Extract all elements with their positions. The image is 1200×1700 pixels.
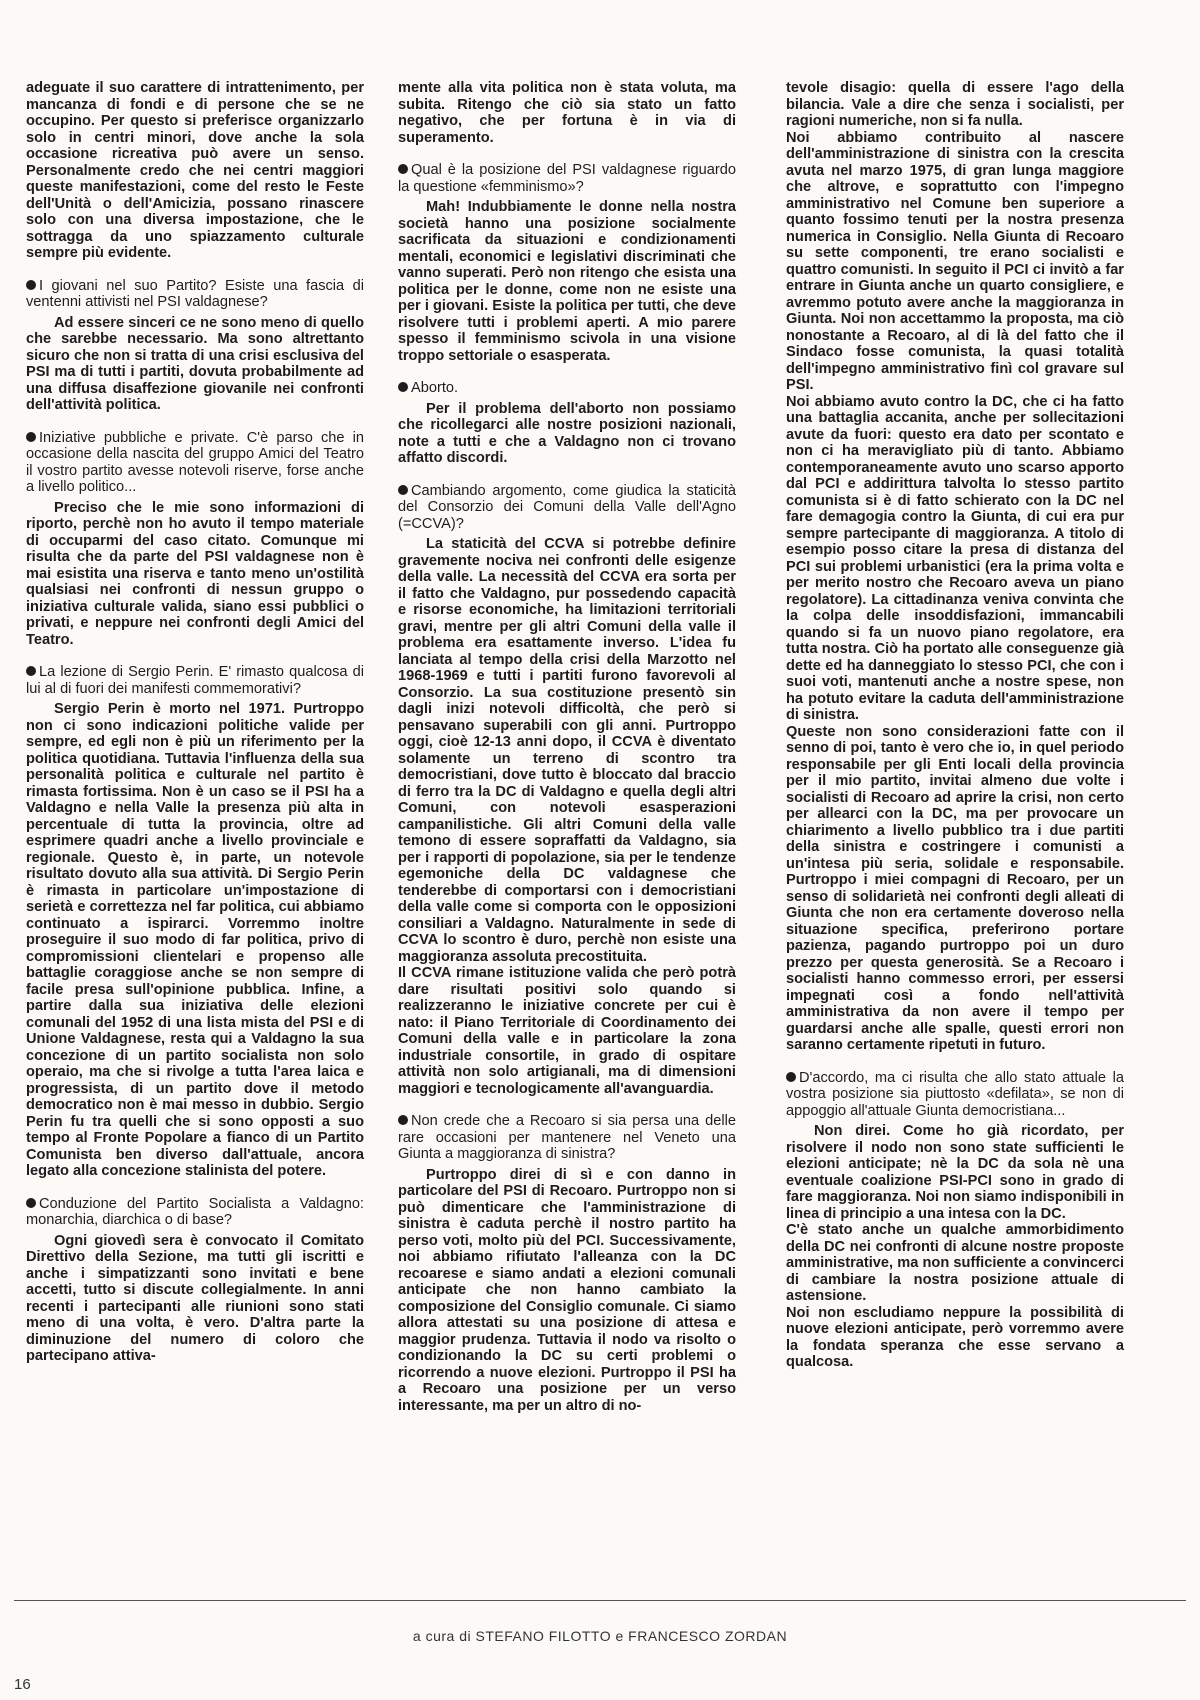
- bullet-icon: [786, 1072, 796, 1082]
- answer-text: Queste non sono considerazioni fatte con il senno di poi, tanto è vero che io, in quel periodo responsabile per gli Enti locali della provincia per il mio partito, invitai almeno due volte i socialisti di Recoaro ad aprire la crisi, non certo per allearci con la DC, ma per provocare un chiarimento a livello pubblico tra i due partiti della sinistra e costringere i comunisti a un'intesa più seria, solidale e responsabile. Purtroppo i miei compagni di Recoaro, per un senso di solidarietà nei confronti degli alleati di Giunta che non era certamente doveroso nella situazione specifica, preferirono portare pazienza, pagando purtroppo poi un duro prezzo per questa generosità. Se a Recoaro i socialisti hanno commesso errori, per essersi impegnati così a fondo nell'attività amministrativa da non avere il tempo per guardarsi anche alle spalle, questi errori non saranno certamente ripetuti in futuro.: [786, 723, 1124, 1053]
- answer: [786, 1123, 1124, 1371]
- answer-text: Purtroppo direi di sì e con danno in particolare del PSI di Recoaro. Purtroppo non si può dimenticare che l'amministrazione di sinistra è caduta perchè il nostro partito ha perso voti, molto più del PCI. Successivamente, noi abbiamo rifiutato l'alleanza con la DC recoarese e siamo andati a elezioni comunali anticipate che non hanno cambiato la composizione del Consiglio comunale. Ci siamo allora attestati su una posizione di attesa e maggior prudenza. Tuttavia il nodo va risolto o condizionando la DC su certi problemi o ricorrendo a nuove elezioni. Purtroppo il PSI ha a Recoaro una posizione per un verso interessante, ma per un altro di no-: [398, 1166, 736, 1414]
- question-text: Conduzione del Partito Socialista a Valdagno: monarchia, diarchica o di base?: [26, 1195, 364, 1228]
- answer-text: Sergio Perin è morto nel 1971. Purtroppo non ci sono indicazioni politiche valide per sempre, ed egli non è più un riferimento per la politica quotidiana. Tuttavia l'influenza della sua personalità politica e culturale nel partito è rimasta fortissima. Non è un caso se il PSI ha a Valdagno e nella Valle la presenza più alta in percentuale di tutta la provincia, oltre ad esprimere quadri anche a livello provinciale e regionale. Questo è, in parte, un notevole risultato dovuto alla sua attività. Di Sergio Perin è rimasta in particolare un'impostazione di serietà e correttezza nel far politica, cui abbiamo continuato a ispirarci. Vorremmo inoltre proseguire il suo modo di far politica, privo di compromissioni clientelari e propenso alle battaglie coraggiose anche se non sempre di facile presa sull'opinione pubblica. Infine, a partire dalla sua iniziativa delle elezioni comunali del 1952 di una lista mista del PSI e di Unione Valdagnese, resta qui a Valdagno la sua concezione di un partito socialista non solo operaio, ma che si rivolge a tutta l'area laica e progressista, di un partito dove il metodo democratico non è mai messo in dubbio. Sergio Perin fu tra quelli che si sono opposti a suo tempo al Fronte Popolare a fianco di un Partito Comunista ben diverso dall'attuale, ancora legato alla concezione stalinista del potere.: [26, 701, 364, 1179]
- bullet-icon: [398, 485, 408, 495]
- column-1: [26, 80, 364, 1365]
- bullet-icon: [398, 164, 408, 174]
- paragraph: [26, 80, 364, 262]
- question: [398, 162, 736, 195]
- question-text: Non crede che a Recoaro si sia persa una delle rare occasioni per mantenere nel Veneto una Giunta a maggioranza di sinistra?: [398, 1113, 736, 1162]
- bullet-icon: [26, 1198, 36, 1208]
- answer: [26, 701, 364, 1180]
- question: [786, 1070, 1124, 1120]
- bullet-icon: [398, 1115, 408, 1125]
- question: [398, 1113, 736, 1163]
- bullet-icon: [398, 382, 408, 392]
- continued-text: tevole disagio: quella di essere l'ago della bilancia. Vale a dire che senza i socialisti, per ragioni numeriche, non si fa nulla.: [786, 80, 1124, 129]
- answer: [26, 500, 364, 649]
- continued-text: mente alla vita politica non è stata voluta, ma subita. Ritengo che ciò sia stato un fatto negativo, che per fortuna è in via di superamento.: [398, 80, 736, 146]
- paragraph: [398, 80, 736, 146]
- question: [26, 664, 364, 697]
- question: [26, 278, 364, 311]
- answer-text: Non direi. Come ho già ricordato, per risolvere il nodo non sono state sufficienti le elezioni anticipate; nè la DC da sola nè una eventuale coalizione PSI-PCI sono in grado di fare maggioranza. Noi non siamo indisponibili in linea di principio a una intesa con la DC.: [786, 1123, 1124, 1222]
- answer-text: Mah! Indubbiamente le donne nella nostra società hanno una posizione socialmente sacrificata da situazioni e condizionamenti mentali, economici e legislativi discriminati che vanno superati. Però non ritengo che esista una politica per le donne, come non ne esiste una per i giovani. Esiste la politica per tutti, che deve risolvere tutti i problemi aperti. A mio parere spesso il femminismo scivola in una visione troppo settoriale o esasperata.: [398, 199, 736, 364]
- bullet-icon: [26, 280, 36, 290]
- page-number: 16: [14, 1676, 31, 1693]
- question-text: La lezione di Sergio Perin. E' rimasto qualcosa di lui al di fuori dei manifesti commemorativi?: [26, 664, 364, 697]
- answer: [26, 1233, 364, 1365]
- question-text: Qual è la posizione del PSI valdagnese riguardo la questione «femminismo»?: [398, 162, 736, 195]
- question: [26, 430, 364, 496]
- answer-text: Ad essere sinceri ce ne sono meno di quello che sarebbe necessario. Ma sono altrettanto sicuro che non si tratta di una crisi esclusiva del PSI ma di tutti i partiti, dovuta probabilmente ad una diffusa disaffezione giovanile nei confronti dell'attività politica.: [26, 314, 364, 413]
- answer: [398, 401, 736, 467]
- answer-text: Noi abbiamo avuto contro la DC, che ci ha fatto una battaglia accanita, anche per sollecitazioni avute da fuori: questo era dato per scontato e non ci ha meravigliato più di tanto. Abbiamo contemporaneamente avuto uno scarso apporto dal PCI e addirittura talvolta lo stesso partito comunista si è di fatto schierato con la DC nel fare demagogia contro la Giunta, di cui era pur sempre partecipante di maggioranza. A titolo di esempio posso citare la presa di distanza del PCI sui problemi urbanistici (era la prima volta e per merito nostro che Recoaro aveva un piano regolatore). La cittadinanza veniva convinta che la colpa delle insoddisfazioni, immancabili quando si fa un nuovo piano regolatore, era tutta nostra. Ciò ha portato alle conseguenze già dette ed ha danneggiato lo stesso PCI, che con i suoi voti, mantenuti anche a nostre spese, non ha potuto evitare la caduta dell'amministrazione di sinistra.: [786, 393, 1124, 723]
- author-credit: a cura di STEFANO FILOTTO e FRANCESCO ZORDAN: [412, 1628, 788, 1644]
- bullet-icon: [26, 666, 36, 676]
- answer-text: La staticità del CCVA si potrebbe definire gravemente nociva nei confronti delle esigenze della valle. La necessità del CCVA era sorta per il fatto che Valdagno, pur possedendo capacità e risorse economiche, ha limitazioni territoriali gravi, mentre per gli altri Comuni della valle il problema era esattamente inverso. L'idea fu lanciata al tempo della crisi della Marzotto nel 1968-1969 e tutti i partiti furono favorevoli al Consorzio. La sua costituzione presentò sin dagli inizi notevoli difficoltà, che però si pensavano superabili con gli anni. Purtroppo oggi, cioè 12-13 anni dopo, il CCVA è diventato solamente un terreno di scontro tra democristiani, dove tutto è bloccato dal braccio di ferro tra la DC di Valdagno e quella degli altri Comuni, con notevoli esasperazioni campanilistiche. Gli altri Comuni della valle temono di essere sopraffatti da Valdagno, sia per i rapporti di popolazione, sia per le tendenze egemoniche della DC valdagnese che tenderebbe di comportarsi con i democristiani della valle come si comporta con le opposizioni consiliari a Valdagno. Naturalmente in sede di CCVA lo scontro è duro, perchè non esiste una maggioranza assoluta precostituita.: [398, 536, 736, 965]
- question-text: Cambiando argomento, come giudica la staticità del Consorzio dei Comuni della Valle dell'Agno (=CCVA)?: [398, 482, 736, 532]
- answer-text: Preciso che le mie sono informazioni di riporto, perchè non ho avuto il tempo materiale di occuparmi del caso citato. Comunque mi risulta che da parte del PSI valdagnese non è mai esistita una riserva e tanto meno un'ostilità qualsiasi nei confronti di nessun gruppo o iniziativa culturale valida, siano essi pubblici o privati, e neppure nei confronti degli Amici del Teatro.: [26, 499, 364, 648]
- question: [26, 1196, 364, 1229]
- answer-text: Noi non escludiamo neppure la possibilità di nuove elezioni anticipate, però vorremmo avere la fondata speranza che esse servano a qualcosa.: [786, 1304, 1124, 1370]
- question-text: Iniziative pubbliche e private. C'è parso che in occasione della nascita del gruppo Amici del Teatro il vostro partito avesse notevoli riserve, forse anche a livello politico...: [26, 429, 364, 495]
- question: [398, 380, 736, 397]
- answer: [398, 536, 736, 1097]
- question-text: D'accordo, ma ci risulta che allo stato attuale la vostra posizione sia piuttosto «defilata», se non di appoggio all'attuale Giunta democristiana...: [786, 1069, 1124, 1119]
- question-text: Aborto.: [411, 380, 459, 396]
- answer-text: Il CCVA rimane istituzione valida che però potrà dare risultati positivi solo quando si realizzeranno le iniziative concrete per cui è nato: il Piano Territoriale di Coordinamento dei Comuni della valle e in particolare la zona industriale consortile, in grado di ospitare attività non solo artigianali, ma di dimensioni maggiori e tecnologicamente all'avanguardia.: [398, 965, 736, 1097]
- answer: [398, 199, 736, 364]
- continued-text: adeguate il suo carattere di intrattenimento, per mancanza di fondi e di persone che se ne occupino. Per questo si preferisce organizzarlo solo in centri minori, dove anche la sola occasione ricreativa può avere un senso. Personalmente credo che nei centri maggiori queste manifestazioni, come del resto le Feste dell'Unità o dell'Amicizia, possano rinascere solo con una diversa impostazione, che le sottragga da uno spiazzamento culturale sempre più evidente.: [26, 80, 364, 261]
- question-text: I giovani nel suo Partito? Esiste una fascia di ventenni attivisti nel PSI valdagnese?: [26, 277, 364, 310]
- answer-text: Per il problema dell'aborto non possiamo che ricollegarci alle nostre posizioni nazionali, note a tutti e che a Valdagno non ci trovano affatto discordi.: [398, 400, 736, 466]
- paragraph: [786, 80, 1124, 1054]
- footer-divider: [14, 1600, 1186, 1601]
- answer-text: Ogni giovedì sera è convocato il Comitato Direttivo della Sezione, ma tutti gli iscritti e anche i simpatizzanti sono invitati e bene accetti, tutto si discute collegialmente. In anni recenti i partecipanti alle riunioni sono stati meno di una volta, è vero. D'altra parte la diminuzione del numero di coloro che partecipano attiva-: [26, 1232, 364, 1364]
- question: [398, 483, 736, 533]
- answer: [398, 1167, 736, 1415]
- column-2: [398, 80, 736, 1414]
- answer: [26, 315, 364, 414]
- answer-text: Noi abbiamo contribuito al nascere dell'amministrazione di sinistra con la crescita avuta nel marzo 1975, di gran lunga maggiore che altrove, e soprattutto con l'impegno amministrativo nel Comune ben superiore a quanto fossimo tenuti per la nostra presenza numerica in Consiglio. Nella Giunta di Recoaro su sette componenti, tre erano socialisti e quattro comunisti. In seguito il PCI ci invitò a far entrare in Giunta anche un quarto consigliere, e avremmo potuto avere anche la maggioranza in Giunta. Noi non accettammo la proposta, ma ciò nonostante a Recoaro, al di là del fatto che il Sindaco fosse comunista, la quasi totalità dell'impegno amministrativo finì col gravare sul PSI.: [786, 129, 1124, 393]
- answer-text: C'è stato anche un qualche ammorbidimento della DC nei confronti di alcune nostre proposte amministrative, ma non sufficiente a convincerci di cambiare la nostra posizione attuale di astensione.: [786, 1222, 1124, 1304]
- bullet-icon: [26, 432, 36, 442]
- column-3: [786, 80, 1124, 1371]
